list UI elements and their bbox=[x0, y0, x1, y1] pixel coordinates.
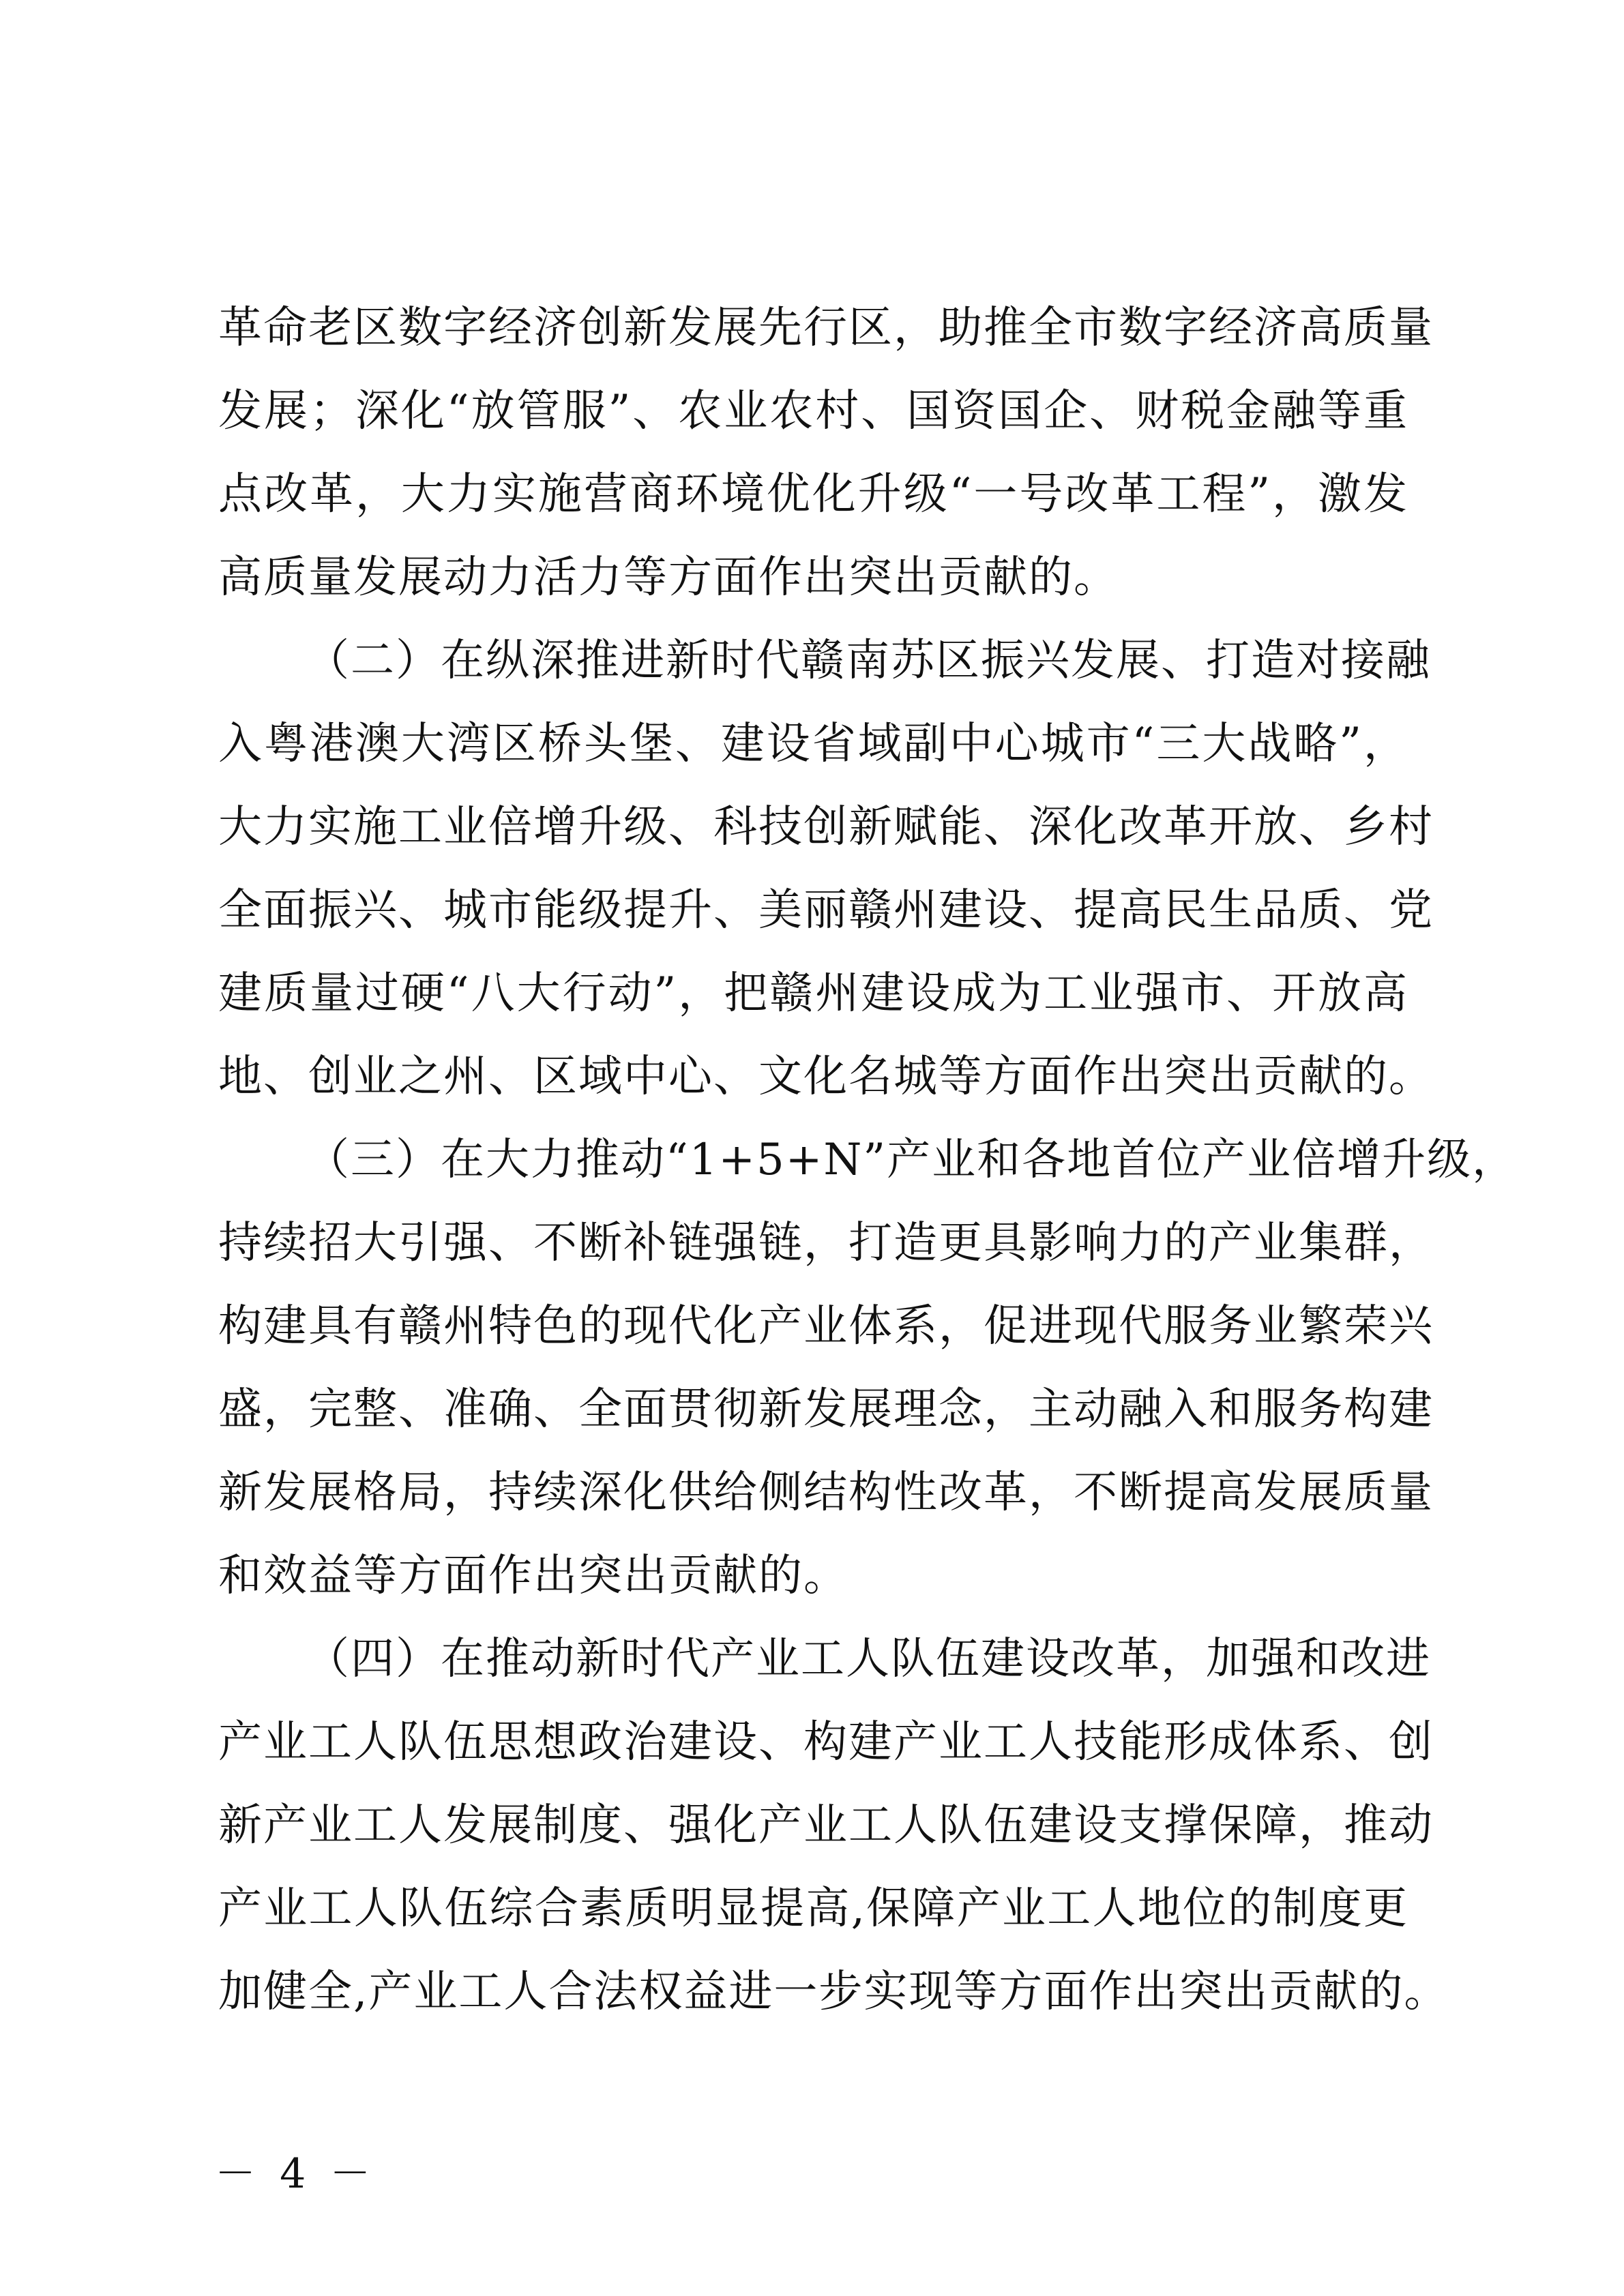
text-line: 全面振兴、城市能级提升、美丽赣州建设、提高民生品质、党 bbox=[218, 885, 1434, 936]
paragraph-start-3: （三）在大力推动“1+5+N”产业和各地首位产业倍增升级， bbox=[306, 1135, 1518, 1185]
text-line: 高质量发展动力活力等方面作出突出贡献的。 bbox=[218, 552, 1119, 603]
text-line: 新产业工人发展制度、强化产业工人队伍建设支撑保障，推动 bbox=[218, 1800, 1434, 1851]
paragraph-start-4: （四）在推动新时代产业工人队伍建设改革，加强和改进 bbox=[306, 1634, 1431, 1684]
body-text bbox=[218, 286, 1518, 2033]
text-line: 建质量过硬“八大行动”，把赣州建设成为工业强市、开放高 bbox=[218, 968, 1408, 1019]
text-line: 加健全,产业工人合法权益进一步实现等方面作出突出贡献的。 bbox=[218, 1967, 1449, 2017]
text-line: 大力实施工业倍增升级、科技创新赋能、深化改革开放、乡村 bbox=[218, 802, 1434, 852]
text-line: 点改革，大力实施营商环境优化升级“一号改革工程”，激发 bbox=[218, 469, 1408, 520]
page-number: － 4 － bbox=[215, 2150, 377, 2198]
text-line: 革命老区数字经济创新发展先行区，助推全市数字经济高质量 bbox=[218, 303, 1434, 353]
text-line: 和效益等方面作出突出贡献的。 bbox=[218, 1551, 848, 1601]
text-line: 入粤港澳大湾区桥头堡、建设省域副中心城市“三大战略”， bbox=[218, 719, 1408, 769]
text-line: 构建具有赣州特色的现代化产业体系，促进现代服务业繁荣兴 bbox=[218, 1301, 1434, 1352]
text-line: 新发展格局，持续深化供给侧结构性改革，不断提高发展质量 bbox=[218, 1467, 1434, 1518]
text-line: 发展；深化“放管服”、农业农村、国资国企、财税金融等重 bbox=[218, 386, 1408, 436]
text-line: 持续招大引强、不断补链强链，打造更具影响力的产业集群， bbox=[218, 1218, 1434, 1268]
text-line: 地、创业之州、区域中心、文化名城等方面作出突出贡献的。 bbox=[218, 1052, 1434, 1102]
text-line: 产业工人队伍综合素质明显提高,保障产业工人地位的制度更 bbox=[218, 1883, 1408, 1934]
paragraph-start-2: （二）在纵深推进新时代赣南苏区振兴发展、打造对接融 bbox=[306, 636, 1431, 686]
text-line: 产业工人队伍思想政治建设、构建产业工人技能形成体系、创 bbox=[218, 1717, 1434, 1768]
text-line: 盛，完整、准确、全面贯彻新发展理念，主动融入和服务构建 bbox=[218, 1384, 1434, 1435]
